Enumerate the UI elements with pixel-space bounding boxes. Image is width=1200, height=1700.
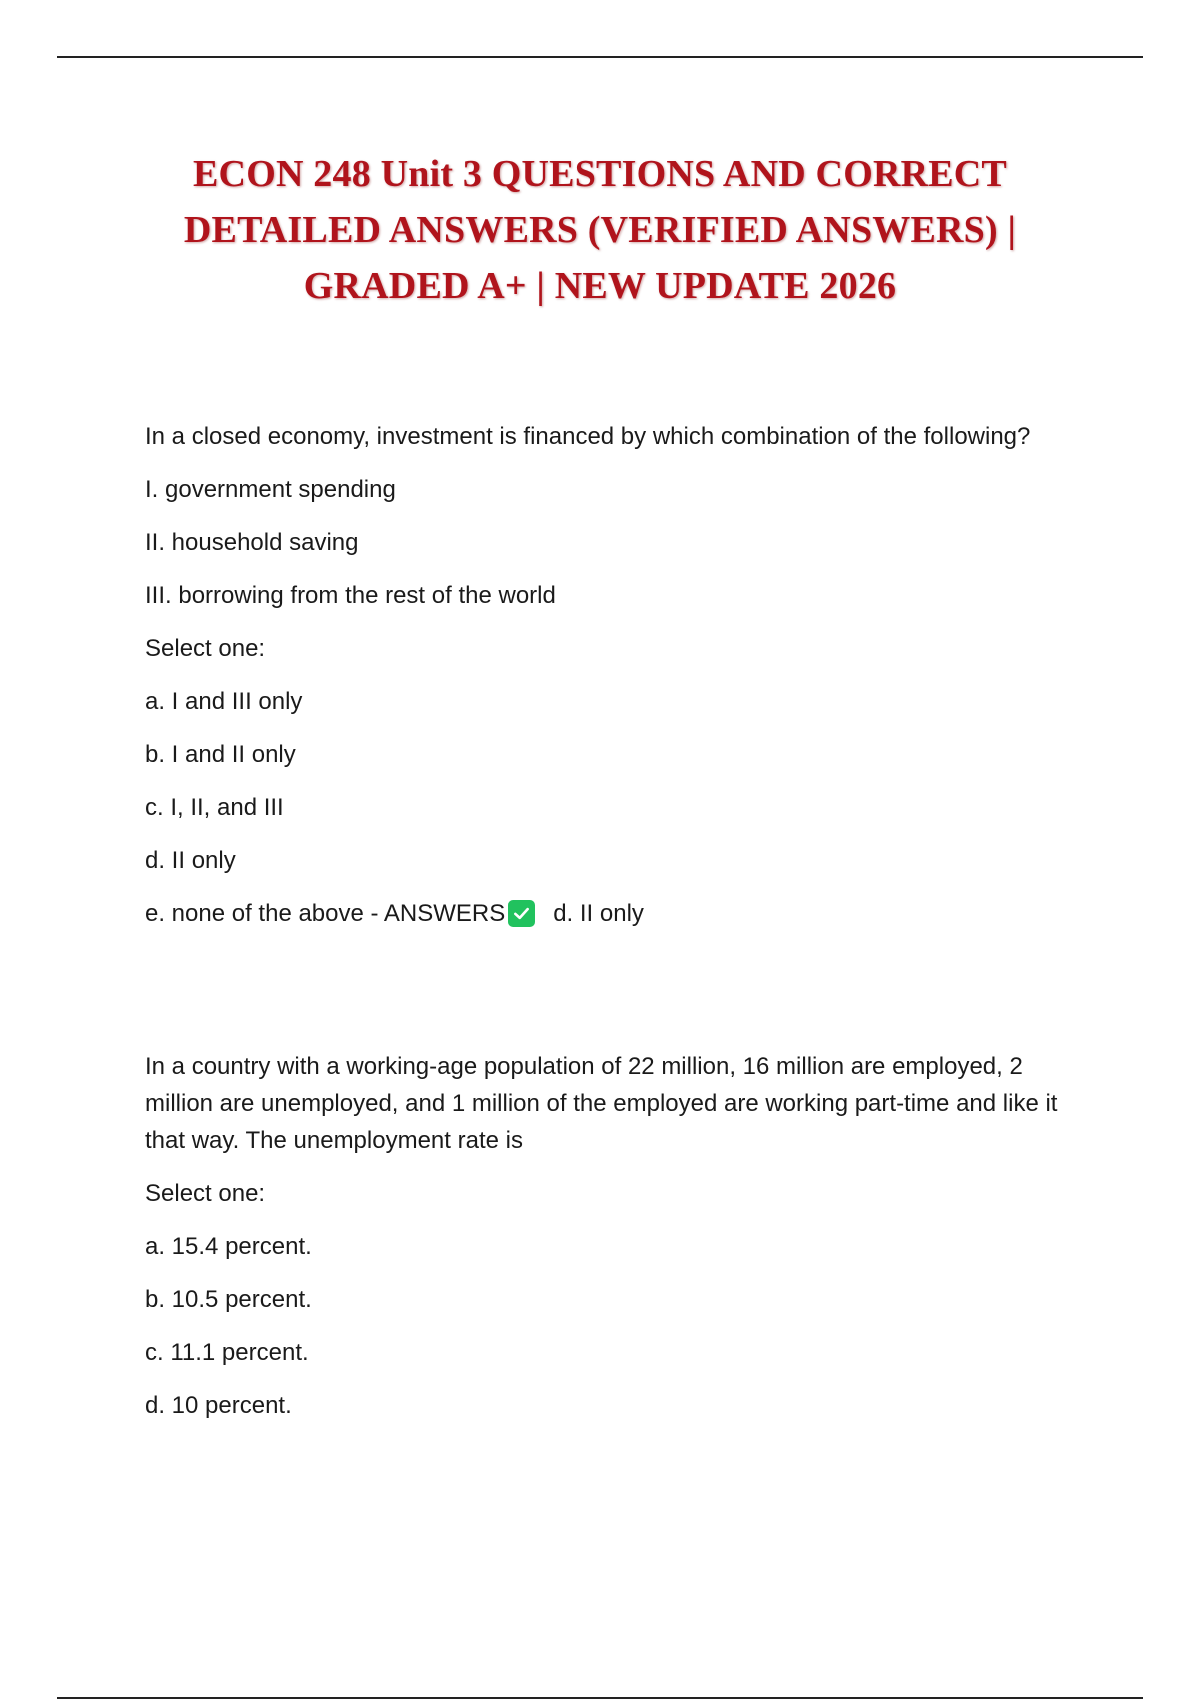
bottom-rule — [57, 1697, 1143, 1699]
statement-3: III. borrowing from the rest of the world — [145, 582, 556, 609]
option-b: b. I and II only — [145, 741, 296, 768]
select-prompt: Select one: — [145, 635, 266, 662]
question-stem: In a country with a working-age population of 22 million, 16 million are employed, 2 million are unemployed, and 1 million of the employed are working part-time and like it that way. The unemployment rate is — [145, 1053, 1058, 1154]
option-c: c. I, II, and III — [145, 794, 284, 821]
select-prompt: Select one: — [145, 1180, 266, 1207]
question-2 — [145, 1048, 1095, 1424]
option-d: d. 10 percent. — [145, 1392, 292, 1419]
option-c: c. 11.1 percent. — [145, 1339, 309, 1366]
option-d: d. II only — [145, 847, 236, 874]
answer-row — [145, 895, 1095, 932]
statement-2: II. household saving — [145, 529, 359, 556]
correct-answer: d. II only — [553, 900, 644, 927]
option-e: e. none of the above - ANSWERS — [145, 900, 506, 927]
option-a: a. 15.4 percent. — [145, 1233, 312, 1260]
statement-1: I. government spending — [145, 476, 396, 503]
question-stem: In a closed economy, investment is financed by which combination of the following? — [145, 423, 1031, 450]
option-a: a. I and III only — [145, 688, 303, 715]
option-b: b. 10.5 percent. — [145, 1286, 312, 1313]
top-rule — [57, 56, 1143, 58]
document-title: ECON 248 Unit 3 QUESTIONS AND CORRECT DETAILED ANSWERS (VERIFIED ANSWERS) | GRADED A+ | NEW UPDATE 2026 — [183, 153, 1017, 307]
green-check-box-icon — [508, 900, 535, 927]
question-1 — [145, 418, 1095, 932]
